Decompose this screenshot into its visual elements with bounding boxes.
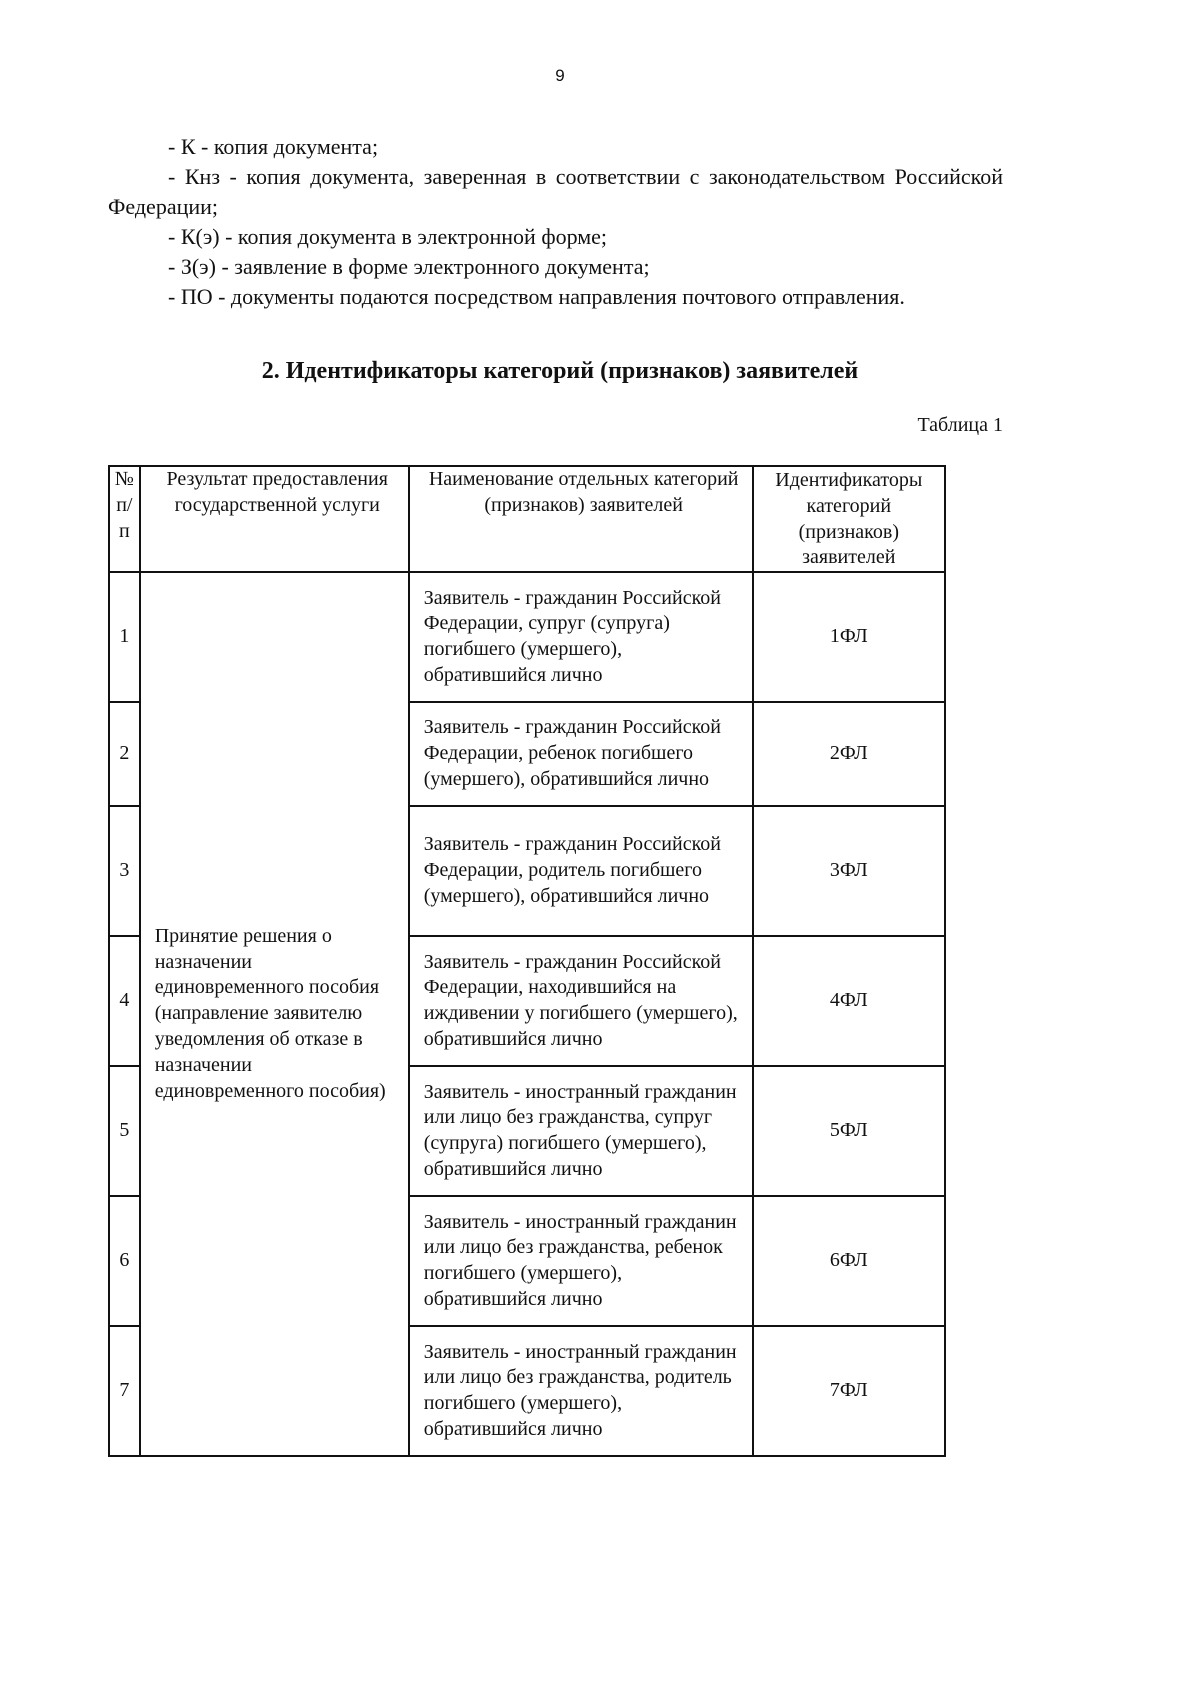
category-cell: Заявитель - иностранный гражданин или лицо без гражданства, ребенок погибшего (умершего), обратившийся лично bbox=[409, 1196, 753, 1326]
page-number: 9 bbox=[555, 66, 565, 85]
category-id-cell: 5ФЛ bbox=[753, 1066, 945, 1196]
legend-item-postal: - ПО - документы подаются посредством направления почтового отправления. bbox=[168, 284, 905, 309]
category-cell: Заявитель - гражданин Российской Федерации, находившийся на иждивении у погибшего (умершего), обратившийся лично bbox=[409, 936, 753, 1066]
row-number: 3 bbox=[109, 806, 140, 936]
row-number: 2 bbox=[109, 702, 140, 806]
legend-item-electronic-application: - З(э) - заявление в форме электронного документа; bbox=[168, 254, 650, 279]
category-cell: Заявитель - иностранный гражданин или лицо без гражданства, супруг (супруга) погибшего (умершего), обратившийся лично bbox=[409, 1066, 753, 1196]
row-number: 1 bbox=[109, 572, 140, 702]
row-number: 7 bbox=[109, 1326, 140, 1456]
header-category-id: Идентификаторы категорий (признаков) заявителей bbox=[753, 466, 945, 572]
table-caption: Таблица 1 bbox=[917, 414, 1003, 436]
header-category-name: Наименование отдельных категорий (признаков) заявителей bbox=[409, 466, 753, 572]
header-service-result: Результат предоставления государственной услуги bbox=[140, 466, 409, 572]
category-id-cell: 4ФЛ bbox=[753, 936, 945, 1066]
category-id-cell: 3ФЛ bbox=[753, 806, 945, 936]
category-cell: Заявитель - гражданин Российской Федерации, ребенок погибшего (умершего), обратившийся лично bbox=[409, 702, 753, 806]
category-id-cell: 6ФЛ bbox=[753, 1196, 945, 1326]
table-row bbox=[109, 572, 945, 702]
legend-item-electronic-copy: - К(э) - копия документа в электронной форме; bbox=[168, 224, 608, 249]
category-id-cell: 7ФЛ bbox=[753, 1326, 945, 1456]
service-result-cell: Принятие решения о назначении единовременного пособия (направление заявителю уведомления об отказе в назначении единовременного пособия) bbox=[140, 572, 409, 1456]
section-title: 2. Идентификаторы категорий (признаков) заявителей bbox=[261, 358, 859, 384]
abbreviation-legend bbox=[108, 132, 1003, 312]
category-cell: Заявитель - гражданин Российской Федерации, родитель погибшего (умершего), обратившийся лично bbox=[409, 806, 753, 936]
row-number: 5 bbox=[109, 1066, 140, 1196]
row-number: 4 bbox=[109, 936, 140, 1066]
category-cell: Заявитель - иностранный гражданин или лицо без гражданства, родитель погибшего (умершего), обратившийся лично bbox=[409, 1326, 753, 1456]
table-header-row bbox=[109, 466, 945, 572]
category-id-cell: 2ФЛ bbox=[753, 702, 945, 806]
header-number: № п/п bbox=[109, 466, 140, 572]
legend-item-copy: - К - копия документа; bbox=[168, 134, 379, 159]
row-number: 6 bbox=[109, 1196, 140, 1326]
legend-item-certified-copy: - Кнз - копия документа, заверенная в соответствии с законодательством Российской Федерации; bbox=[108, 164, 1003, 219]
applicant-categories-table bbox=[108, 465, 946, 1457]
category-id-cell: 1ФЛ bbox=[753, 572, 945, 702]
category-cell: Заявитель - гражданин Российской Федерации, супруг (супруга) погибшего (умершего), обратившийся лично bbox=[409, 572, 753, 702]
